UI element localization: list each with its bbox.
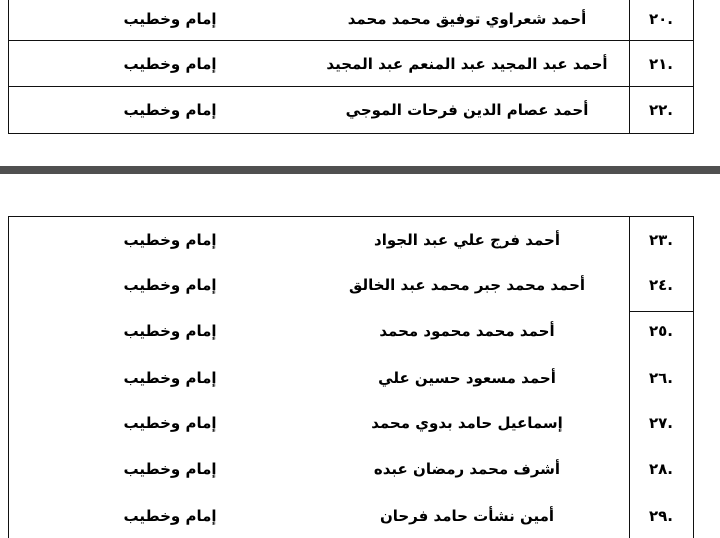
row-number: .٢٨ (648, 460, 673, 478)
person-role: إمام وخطيب (123, 460, 217, 478)
person-name: أحمد محمد جبر محمد عبد الخالق (348, 276, 586, 294)
person-name: أشرف محمد رمضان عبده (373, 460, 561, 478)
person-name: أحمد شعراوي توفيق محمد محمد (347, 10, 587, 28)
row-number: .٢٣ (648, 231, 673, 249)
table-row (0, 263, 720, 307)
row-number: .٢٦ (648, 369, 673, 387)
person-name: أحمد محمد محمود محمد (379, 322, 555, 340)
row-number: .٢٤ (648, 276, 673, 294)
person-role: إمام وخطيب (123, 369, 217, 387)
row-number: .٢٩ (648, 507, 673, 525)
person-role: إمام وخطيب (123, 231, 217, 249)
table-row (0, 218, 720, 262)
row-number: .٢١ (648, 55, 673, 73)
person-role: إمام وخطيب (123, 507, 217, 525)
row-number: .٢٥ (648, 322, 673, 340)
person-name: أحمد مسعود حسين علي (378, 369, 556, 387)
person-name: أمين نشأت حامد فرحان (379, 507, 555, 525)
person-role: إمام وخطيب (123, 322, 217, 340)
person-name: أحمد عبد المجيد عبد المنعم عبد المجيد (326, 55, 608, 73)
person-name: أحمد عصام الدين فرحات الموجي (345, 101, 589, 119)
table-top-border (8, 216, 694, 217)
person-role: إمام وخطيب (123, 55, 217, 73)
table-row (0, 401, 720, 445)
row-number: .٢٧ (648, 414, 673, 432)
person-name: أحمد فرج علي عبد الجواد (374, 231, 560, 249)
table-row (0, 356, 720, 400)
person-role: إمام وخطيب (123, 101, 217, 119)
row-number: .٢٠ (648, 10, 673, 28)
row-number: .٢٢ (648, 101, 673, 119)
person-role: إمام وخطيب (123, 276, 217, 294)
table-row (0, 309, 720, 353)
table-row (0, 494, 720, 538)
person-role: إمام وخطيب (123, 414, 217, 432)
table-row (0, 447, 720, 491)
person-role: إمام وخطيب (123, 10, 217, 28)
person-name: إسماعيل حامد بدوي محمد (371, 414, 563, 432)
